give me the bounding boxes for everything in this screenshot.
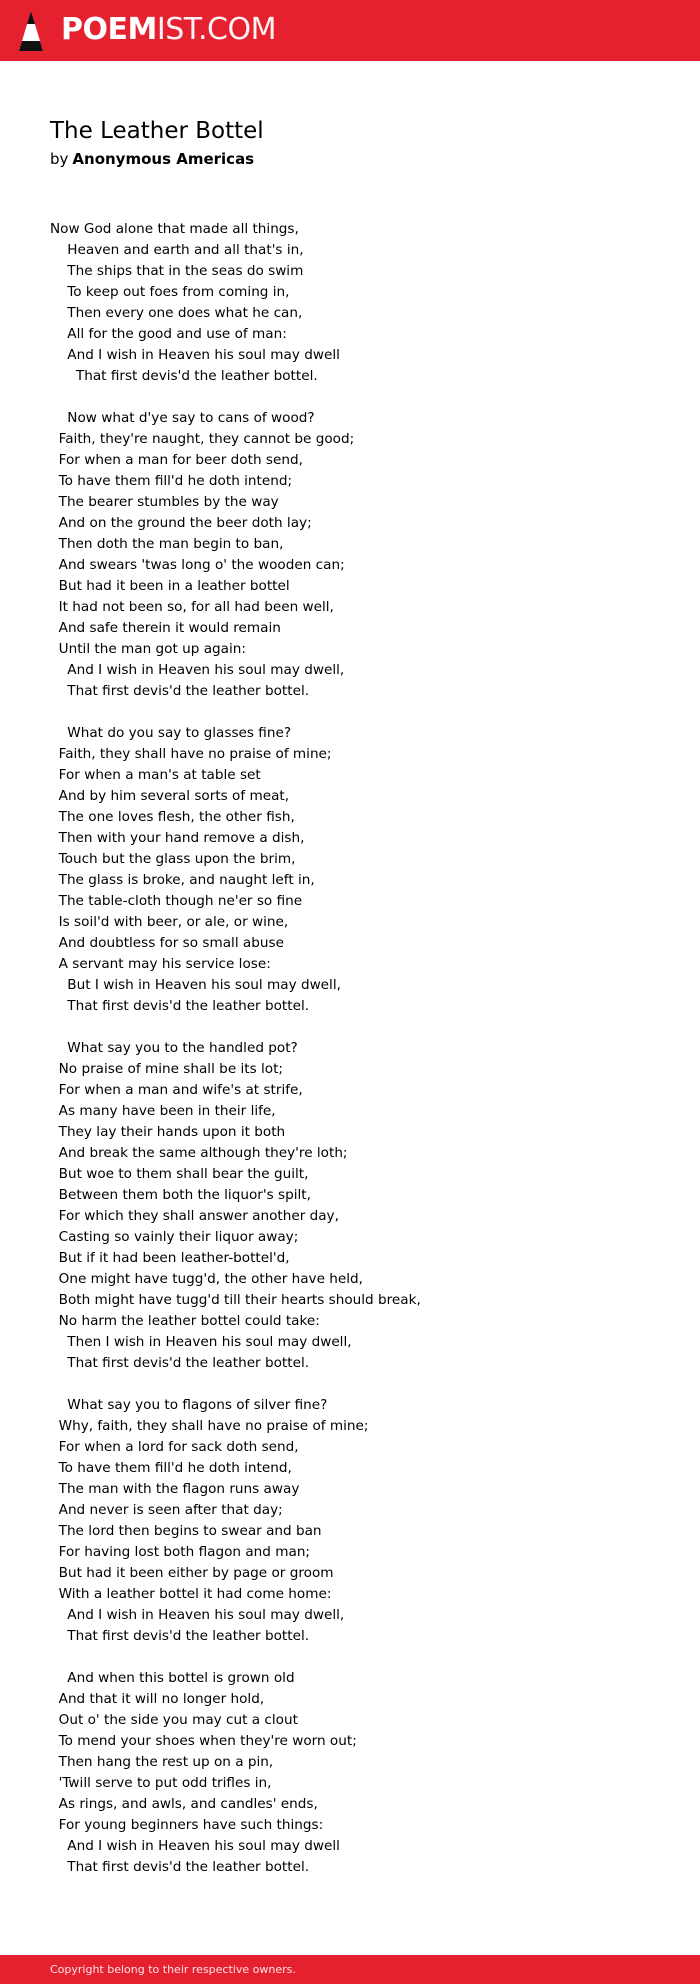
poem-line: Until the man got up again: xyxy=(50,641,246,657)
poem-line: Then I wish in Heaven his soul may dwell, xyxy=(50,1334,352,1350)
poem-line: That first devis'd the leather bottel. xyxy=(50,1859,310,1875)
poem-line: The man with the flagon runs away xyxy=(50,1481,300,1497)
poem-line: But woe to them shall bear the guilt, xyxy=(50,1166,309,1182)
poem-line: The table-cloth though ne'er so fine xyxy=(50,893,303,909)
poem-line: Now what d'ye say to cans of wood? xyxy=(50,410,315,426)
poem-line: Faith, they're naught, they cannot be good; xyxy=(50,431,355,447)
poem-line: As rings, and awls, and candles' ends, xyxy=(50,1796,318,1812)
poem-line: The bearer stumbles by the way xyxy=(50,494,279,510)
byline xyxy=(50,148,254,170)
poem-line: Between them both the liquor's spilt, xyxy=(50,1187,311,1203)
stanza-break xyxy=(50,387,670,408)
poem-line: But I wish in Heaven his soul may dwell, xyxy=(50,977,341,993)
poem-line: And doubtless for so small abuse xyxy=(50,935,284,951)
poem-line: And never is seen after that day; xyxy=(50,1502,283,1518)
poem-line: To keep out foes from coming in, xyxy=(50,284,290,300)
poem-line: And I wish in Heaven his soul may dwell xyxy=(50,347,340,363)
poem-line: Then with your hand remove a dish, xyxy=(50,830,305,846)
poem-line: And I wish in Heaven his soul may dwell, xyxy=(50,1607,345,1623)
poem-line: Faith, they shall have no praise of mine; xyxy=(50,746,332,762)
logo-light-text: IST.COM xyxy=(156,12,276,47)
stanza-break xyxy=(50,1017,670,1038)
poem-line: That first devis'd the leather bottel. xyxy=(50,998,310,1014)
poem-line: The lord then begins to swear and ban xyxy=(50,1523,322,1539)
pencil-logo-icon[interactable] xyxy=(19,11,43,51)
poem-line: Out o' the side you may cut a clout xyxy=(50,1712,298,1728)
poem-line: Casting so vainly their liquor away; xyxy=(50,1229,299,1245)
poem-line: A servant may his service lose: xyxy=(50,956,271,972)
site-header xyxy=(0,0,700,61)
poem-line: For when a man for beer doth send, xyxy=(50,452,303,468)
poem-line: For young beginners have such things: xyxy=(50,1817,324,1833)
poem-line: All for the good and use of man: xyxy=(50,326,287,342)
site-footer xyxy=(0,1955,700,1984)
poem-line: They lay their hands upon it both xyxy=(50,1124,286,1140)
poem-line: And I wish in Heaven his soul may dwell xyxy=(50,1838,340,1854)
site-logo[interactable] xyxy=(61,12,276,48)
poem-line: And I wish in Heaven his soul may dwell, xyxy=(50,662,345,678)
poem-line: But had it been either by page or groom xyxy=(50,1565,334,1581)
poem-line: No harm the leather bottel could take: xyxy=(50,1313,320,1329)
poem-title: The Leather Bottel xyxy=(50,118,264,144)
poem-line: And break the same although they're loth; xyxy=(50,1145,348,1161)
stanza-break xyxy=(50,702,670,723)
copyright-text: Copyright belong to their respective owners. xyxy=(50,1963,296,1976)
poem-line: The glass is broke, and naught left in, xyxy=(50,872,315,888)
poem-line: To have them fill'd he doth intend, xyxy=(50,1460,292,1476)
poem-line: To mend your shoes when they're worn out; xyxy=(50,1733,357,1749)
poem-line: What do you say to glasses fine? xyxy=(50,725,292,741)
poem-line: That first devis'd the leather bottel. xyxy=(50,368,318,384)
poem-line: 'Twill serve to put odd trifles in, xyxy=(50,1775,272,1791)
poem-line: One might have tugg'd, the other have held, xyxy=(50,1271,363,1287)
poem-line: And on the ground the beer doth lay; xyxy=(50,515,312,531)
poem-line: Then doth the man begin to ban, xyxy=(50,536,284,552)
poem-line: Then hang the rest up on a pin, xyxy=(50,1754,274,1770)
poem-line: Touch but the glass upon the brim, xyxy=(50,851,296,867)
poem-line: And that it will no longer hold, xyxy=(50,1691,265,1707)
poem-line: That first devis'd the leather bottel. xyxy=(50,683,310,699)
poem-line: Why, faith, they shall have no praise of mine; xyxy=(50,1418,369,1434)
poem-line: And swears 'twas long o' the wooden can; xyxy=(50,557,345,573)
poem-line: For when a man's at table set xyxy=(50,767,261,783)
poem-line: No praise of mine shall be its lot; xyxy=(50,1061,284,1077)
poem-line: Both might have tugg'd till their hearts should break, xyxy=(50,1292,421,1308)
poem-line: To have them fill'd he doth intend; xyxy=(50,473,293,489)
poem-line: But had it been in a leather bottel xyxy=(50,578,290,594)
poem-line: But if it had been leather-bottel'd, xyxy=(50,1250,290,1266)
stanza-break xyxy=(50,1647,670,1668)
poem-line: For which they shall answer another day, xyxy=(50,1208,339,1224)
poem-line: And when this bottel is grown old xyxy=(50,1670,295,1686)
poem-line: That first devis'd the leather bottel. xyxy=(50,1628,310,1644)
poem-line: And by him several sorts of meat, xyxy=(50,788,290,804)
poem-line: Heaven and earth and all that's in, xyxy=(50,242,304,258)
author-link[interactable]: Anonymous Americas xyxy=(72,150,255,168)
poem-line: For when a man and wife's at strife, xyxy=(50,1082,303,1098)
poem-line: That first devis'd the leather bottel. xyxy=(50,1355,310,1371)
poem-line: What say you to the handled pot? xyxy=(50,1040,298,1056)
poem-line: With a leather bottel it had come home: xyxy=(50,1586,332,1602)
poem-line: What say you to flagons of silver fine? xyxy=(50,1397,328,1413)
poem-line: Then every one does what he can, xyxy=(50,305,303,321)
poem-line: And safe therein it would remain xyxy=(50,620,281,636)
poem-body xyxy=(50,219,670,1878)
poem-line: The ships that in the seas do swim xyxy=(50,263,304,279)
poem-line: As many have been in their life, xyxy=(50,1103,276,1119)
logo-bold-text: POEM xyxy=(61,12,157,47)
poem-line: Is soil'd with beer, or ale, or wine, xyxy=(50,914,289,930)
poem-line: For having lost both flagon and man; xyxy=(50,1544,311,1560)
poem-line: For when a lord for sack doth send, xyxy=(50,1439,299,1455)
poem-line: It had not been so, for all had been well, xyxy=(50,599,334,615)
stanza-break xyxy=(50,1374,670,1395)
by-label: by xyxy=(50,150,69,168)
poem-line: The one loves flesh, the other fish, xyxy=(50,809,295,825)
poem-line: Now God alone that made all things, xyxy=(50,221,299,237)
